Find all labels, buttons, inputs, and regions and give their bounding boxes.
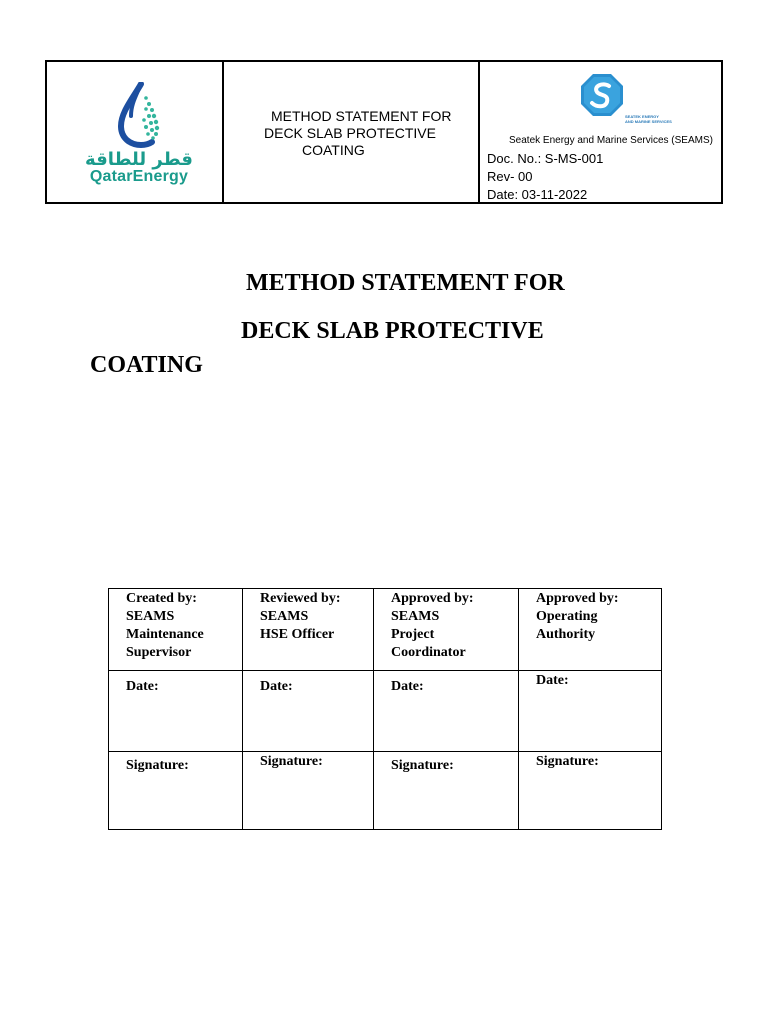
reviewed-by-cell: [243, 589, 374, 671]
document-number: Doc. No.: S-MS-001: [487, 151, 604, 166]
reviewed-signature-cell: [243, 752, 374, 830]
qatarenergy-arabic-wordmark: قطر للطاقة: [85, 149, 193, 170]
signature-label: Signature:: [536, 754, 599, 769]
header-title: [224, 108, 478, 159]
approved-by-authority-line-2: Authority: [536, 627, 596, 642]
date-label: Date:: [260, 679, 293, 694]
approved-by-role-line-2: Coordinator: [391, 645, 466, 660]
reviewed-by-label: Reviewed by:: [260, 591, 341, 606]
authority-date-cell: [519, 671, 662, 752]
main-title-line-1: METHOD STATEMENT FOR: [246, 270, 565, 296]
approved-by-authority-line-1: Operating: [536, 609, 598, 624]
approved-by-label: Approved by:: [391, 591, 474, 606]
approved-date-cell: [374, 671, 519, 752]
document-header: [45, 60, 723, 204]
revision: Rev- 00: [487, 169, 533, 184]
approved-by-role-line-1: Project: [391, 627, 435, 642]
created-signature-cell: [109, 752, 243, 830]
signature-label: Signature:: [126, 758, 189, 773]
main-title-line-3: COATING: [90, 352, 203, 378]
qatarenergy-logo: [83, 82, 195, 186]
reviewed-by-role: HSE Officer: [260, 627, 335, 642]
reviewed-by-org: SEAMS: [260, 609, 309, 624]
signature-label: Signature:: [260, 754, 323, 769]
header-logo-cell: [47, 62, 224, 202]
signature-label: Signature:: [391, 758, 454, 773]
seams-octagon-icon: [579, 72, 625, 120]
created-by-cell: [109, 589, 243, 671]
date-label: Date:: [126, 679, 159, 694]
created-by-role-line-1: Maintenance: [126, 627, 204, 642]
document-meta: [487, 150, 603, 204]
qatarenergy-drop-icon: [83, 82, 195, 148]
date-label: Date:: [391, 679, 424, 694]
created-by-org: SEAMS: [126, 609, 175, 624]
approved-by-seams-cell: [374, 589, 519, 671]
approval-table: [108, 588, 662, 830]
seams-logo-text-line-1: SEATEK ENERGY: [625, 114, 659, 119]
approved-by-org: SEAMS: [391, 609, 440, 624]
approved-signature-cell: [374, 752, 519, 830]
header-title-cell: [224, 62, 480, 202]
header-title-line-3: COATING: [302, 142, 365, 158]
reviewed-date-cell: [243, 671, 374, 752]
header-title-line-2: DECK SLAB PROTECTIVE: [264, 125, 436, 141]
main-title-line-2: DECK SLAB PROTECTIVE: [241, 318, 544, 344]
authority-signature-cell: [519, 752, 662, 830]
header-info-cell: [480, 62, 721, 202]
document-date: Date: 03-11-2022: [487, 187, 588, 202]
seams-logo-text-line-2: AND MARINE SERVICES: [625, 119, 672, 124]
created-by-label: Created by:: [126, 591, 197, 606]
qatarenergy-wordmark: QatarEnergy: [89, 168, 189, 185]
date-label: Date:: [536, 673, 569, 688]
created-by-role-line-2: Supervisor: [126, 645, 192, 660]
approved-by-authority-label: Approved by:: [536, 591, 619, 606]
approval-roles-row: [109, 589, 662, 671]
approved-by-authority-cell: [519, 589, 662, 671]
created-date-cell: [109, 671, 243, 752]
approval-date-row: [109, 671, 662, 752]
seams-logo: [579, 72, 625, 120]
header-title-line-1: METHOD STATEMENT FOR: [271, 108, 452, 124]
approval-signature-row: [109, 752, 662, 830]
seams-logo-text: [625, 114, 672, 124]
company-name: Seatek Energy and Marine Services (SEAMS): [509, 135, 713, 146]
